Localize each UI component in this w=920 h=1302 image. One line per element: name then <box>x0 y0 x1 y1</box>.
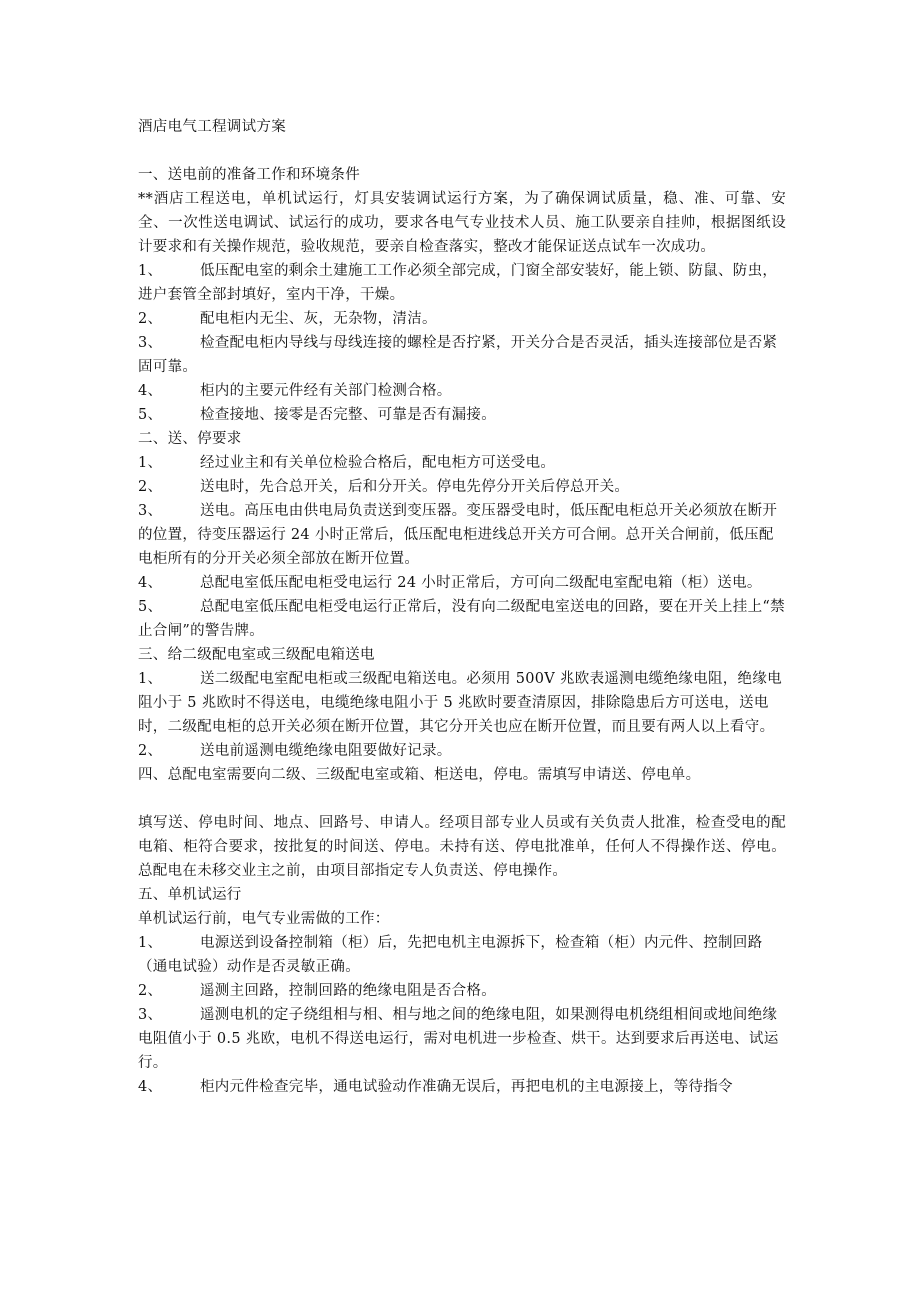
list-item: 3、 送电。高压电由供电局负责送到变压器。变压器受电时，低压配电柜总开关必须放在断开的位置，待变压器运行 24 小时正常后，低压配电柜进线总开关方可合闸。总开关合闸前，低压配电柜所有的分开关必须全部放在断开位置。 <box>138 503 778 567</box>
section-2-heading: 二、送、停要求 <box>138 431 242 447</box>
section-4-heading: 四、总配电室需要向二级、三级配电室或箱、柜送电，停电。需填写申请送、停电单。 <box>138 767 701 783</box>
list-item: 1、 电源送到设备控制箱（柜）后，先把电机主电源拆下，检查箱（柜）内元件、控制回路（通电试验）动作是否灵敏正确。 <box>138 935 763 975</box>
list-item: 5、 检查接地、接零是否完整、可靠是否有漏接。 <box>138 407 496 423</box>
list-item: 1、 低压配电室的剩余土建施工工作必须全部完成，门窗全部安装好，能上锁、防鼠、防虫，进户套管全部封填好，室内干净，干燥。 <box>138 263 778 303</box>
section-4-paragraph: 填写送、停电时间、地点、回路号、申请人。经项目部专业人员或有关负责人批准，检查受电的配电箱、柜符合要求，按批复的时间送、停电。未持有送、停电批准单，任何人不得操作送、停电。总配电在未移交业主之前，由项目部指定专人负责送、停电操作。 <box>138 815 786 879</box>
section-5-heading: 五、单机试运行 <box>138 887 242 903</box>
list-item: 1、 送二级配电室配电柜或三级配电箱送电。必须用 500V 兆欧表遥测电缆绝缘电阻，绝缘电阻小于 5 兆欧时不得送电，电缆绝缘电阻小于 5 兆欧时要查清原因，排除隐患后方可送电，送电时，二级配电柜的总开关必须在断开位置，其它分开关也应在断开位置，而且要有两人以上看守。 <box>138 671 782 735</box>
section-1-intro: **酒店工程送电，单机试运行，灯具安装调试运行方案，为了确保调试质量，稳、准、可靠、安全、一次性送电调试、试运行的成功，要求各电气专业技术人员、施工队要亲自挂帅，根据图纸设计要求和有关操作规范，验收规范，要亲自检查落实，整改才能保证送点试车一次成功。 <box>138 191 786 255</box>
list-item: 3、 遥测电机的定子绕组相与相、相与地之间的绝缘电阻，如果测得电机绕组相间或地间绝缘电阻值小于 0.5 兆欧，电机不得送电运行，需对电机进一步检查、烘干。达到要求后再送电、试运行。 <box>138 1007 779 1071</box>
list-item: 4、 总配电室低压配电柜受电运行 24 小时正常后，方可向二级配电室配电箱（柜）送电。 <box>138 575 762 591</box>
document-title: 酒店电气工程调试方案 <box>138 119 286 135</box>
list-item: 4、 柜内元件检查完毕，通电试验动作准确无误后，再把电机的主电源接上，等待指令 <box>138 1079 733 1095</box>
list-item: 3、 检查配电柜内导线与母线连接的螺栓是否拧紧，开关分合是否灵活，插头连接部位是否紧固可靠。 <box>138 335 778 375</box>
list-item: 2、 配电柜内无尘、灰，无杂物，清洁。 <box>138 311 437 327</box>
section-3-heading: 三、给二级配电室或三级配电箱送电 <box>138 647 375 663</box>
list-item: 2、 送电时，先合总开关，后和分开关。停电先停分开关后停总开关。 <box>138 479 630 495</box>
list-item: 5、 总配电室低压配电柜受电运行正常后，没有向二级配电室送电的回路，要在开关上挂上“禁止合闸”的警告牌。 <box>138 599 785 639</box>
section-1-heading: 一、送电前的准备工作和环境条件 <box>138 167 360 183</box>
list-item: 2、 送电前遥测电缆绝缘电阻要做好记录。 <box>138 743 452 759</box>
blank-line <box>138 787 786 811</box>
list-item: 1、 经过业主和有关单位检验合格后，配电柜方可送受电。 <box>138 455 556 471</box>
list-item: 2、 遥测主回路，控制回路的绝缘电阻是否合格。 <box>138 983 496 999</box>
list-item: 4、 柜内的主要元件经有关部门检测合格。 <box>138 383 452 399</box>
section-5-intro: 单机试运行前，电气专业需做的工作： <box>138 911 390 927</box>
document-page <box>138 115 786 1099</box>
